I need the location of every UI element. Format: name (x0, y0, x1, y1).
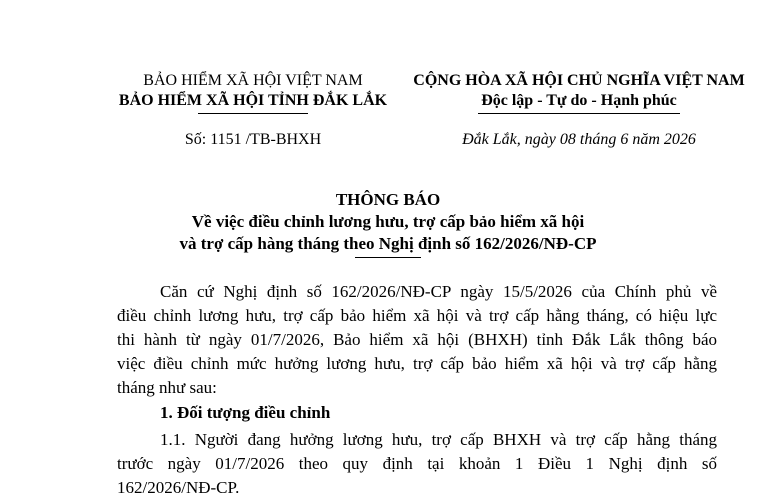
parent-agency-name: BẢO HIỂM XÃ HỘI VIỆT NAM (143, 72, 363, 89)
document-type-title: THÔNG BÁO (335, 190, 441, 209)
paragraph-1-line-3: thi hành từ ngày 01/7/2026, Bảo hiểm xã hội (BHXH) tỉnh Đắk Lắk thông báo (117, 330, 717, 349)
motto-underline (478, 113, 680, 114)
issuing-agency-name: BẢO HIỂM XÃ HỘI TỈNH ĐẮK LẮK (118, 92, 388, 109)
document-number: Số: 1151 /TB-BHXH (184, 131, 322, 148)
paragraph-1-line-5: tháng như sau: (117, 378, 217, 397)
paragraph-1-line-2: điều chỉnh lương hưu, trợ cấp bảo hiểm xã hội và trợ cấp hằng tháng, có hiệu lực (117, 306, 717, 325)
paragraph-1-line-1: Căn cứ Nghị định số 162/2026/NĐ-CP ngày 15/5/2026 của Chính phủ về (160, 282, 717, 301)
national-motto: Độc lập - Tự do - Hạnh phúc (481, 92, 677, 109)
document-subject-line-2: và trợ cấp hàng tháng theo Nghị định số 162/2026/NĐ-CP (179, 234, 597, 253)
paragraph-2-line-3: 162/2026/NĐ-CP. (117, 478, 240, 497)
agency-underline (198, 113, 308, 114)
title-underline (355, 257, 421, 258)
paragraph-1-line-4: việc điều chỉnh mức hưởng lương hưu, trợ cấp bảo hiểm xã hội và trợ cấp hằng (117, 354, 717, 373)
paragraph-2-line-1: 1.1. Người đang hưởng lương hưu, trợ cấp BHXH và trợ cấp hằng tháng (160, 430, 717, 449)
document-subject-line-1: Về việc điều chỉnh lương hưu, trợ cấp bảo hiểm xã hội (191, 212, 585, 231)
section-1-heading: 1. Đối tượng điều chỉnh (160, 403, 331, 422)
nation-name: CỘNG HÒA XÃ HỘI CHỦ NGHĨA VIỆT NAM (413, 72, 745, 89)
place-and-date: Đắk Lắk, ngày 08 tháng 6 năm 2026 (462, 131, 696, 148)
paragraph-2-line-2: trước ngày 01/7/2026 theo quy định tại khoản 1 Điều 1 Nghị định số (117, 454, 717, 473)
